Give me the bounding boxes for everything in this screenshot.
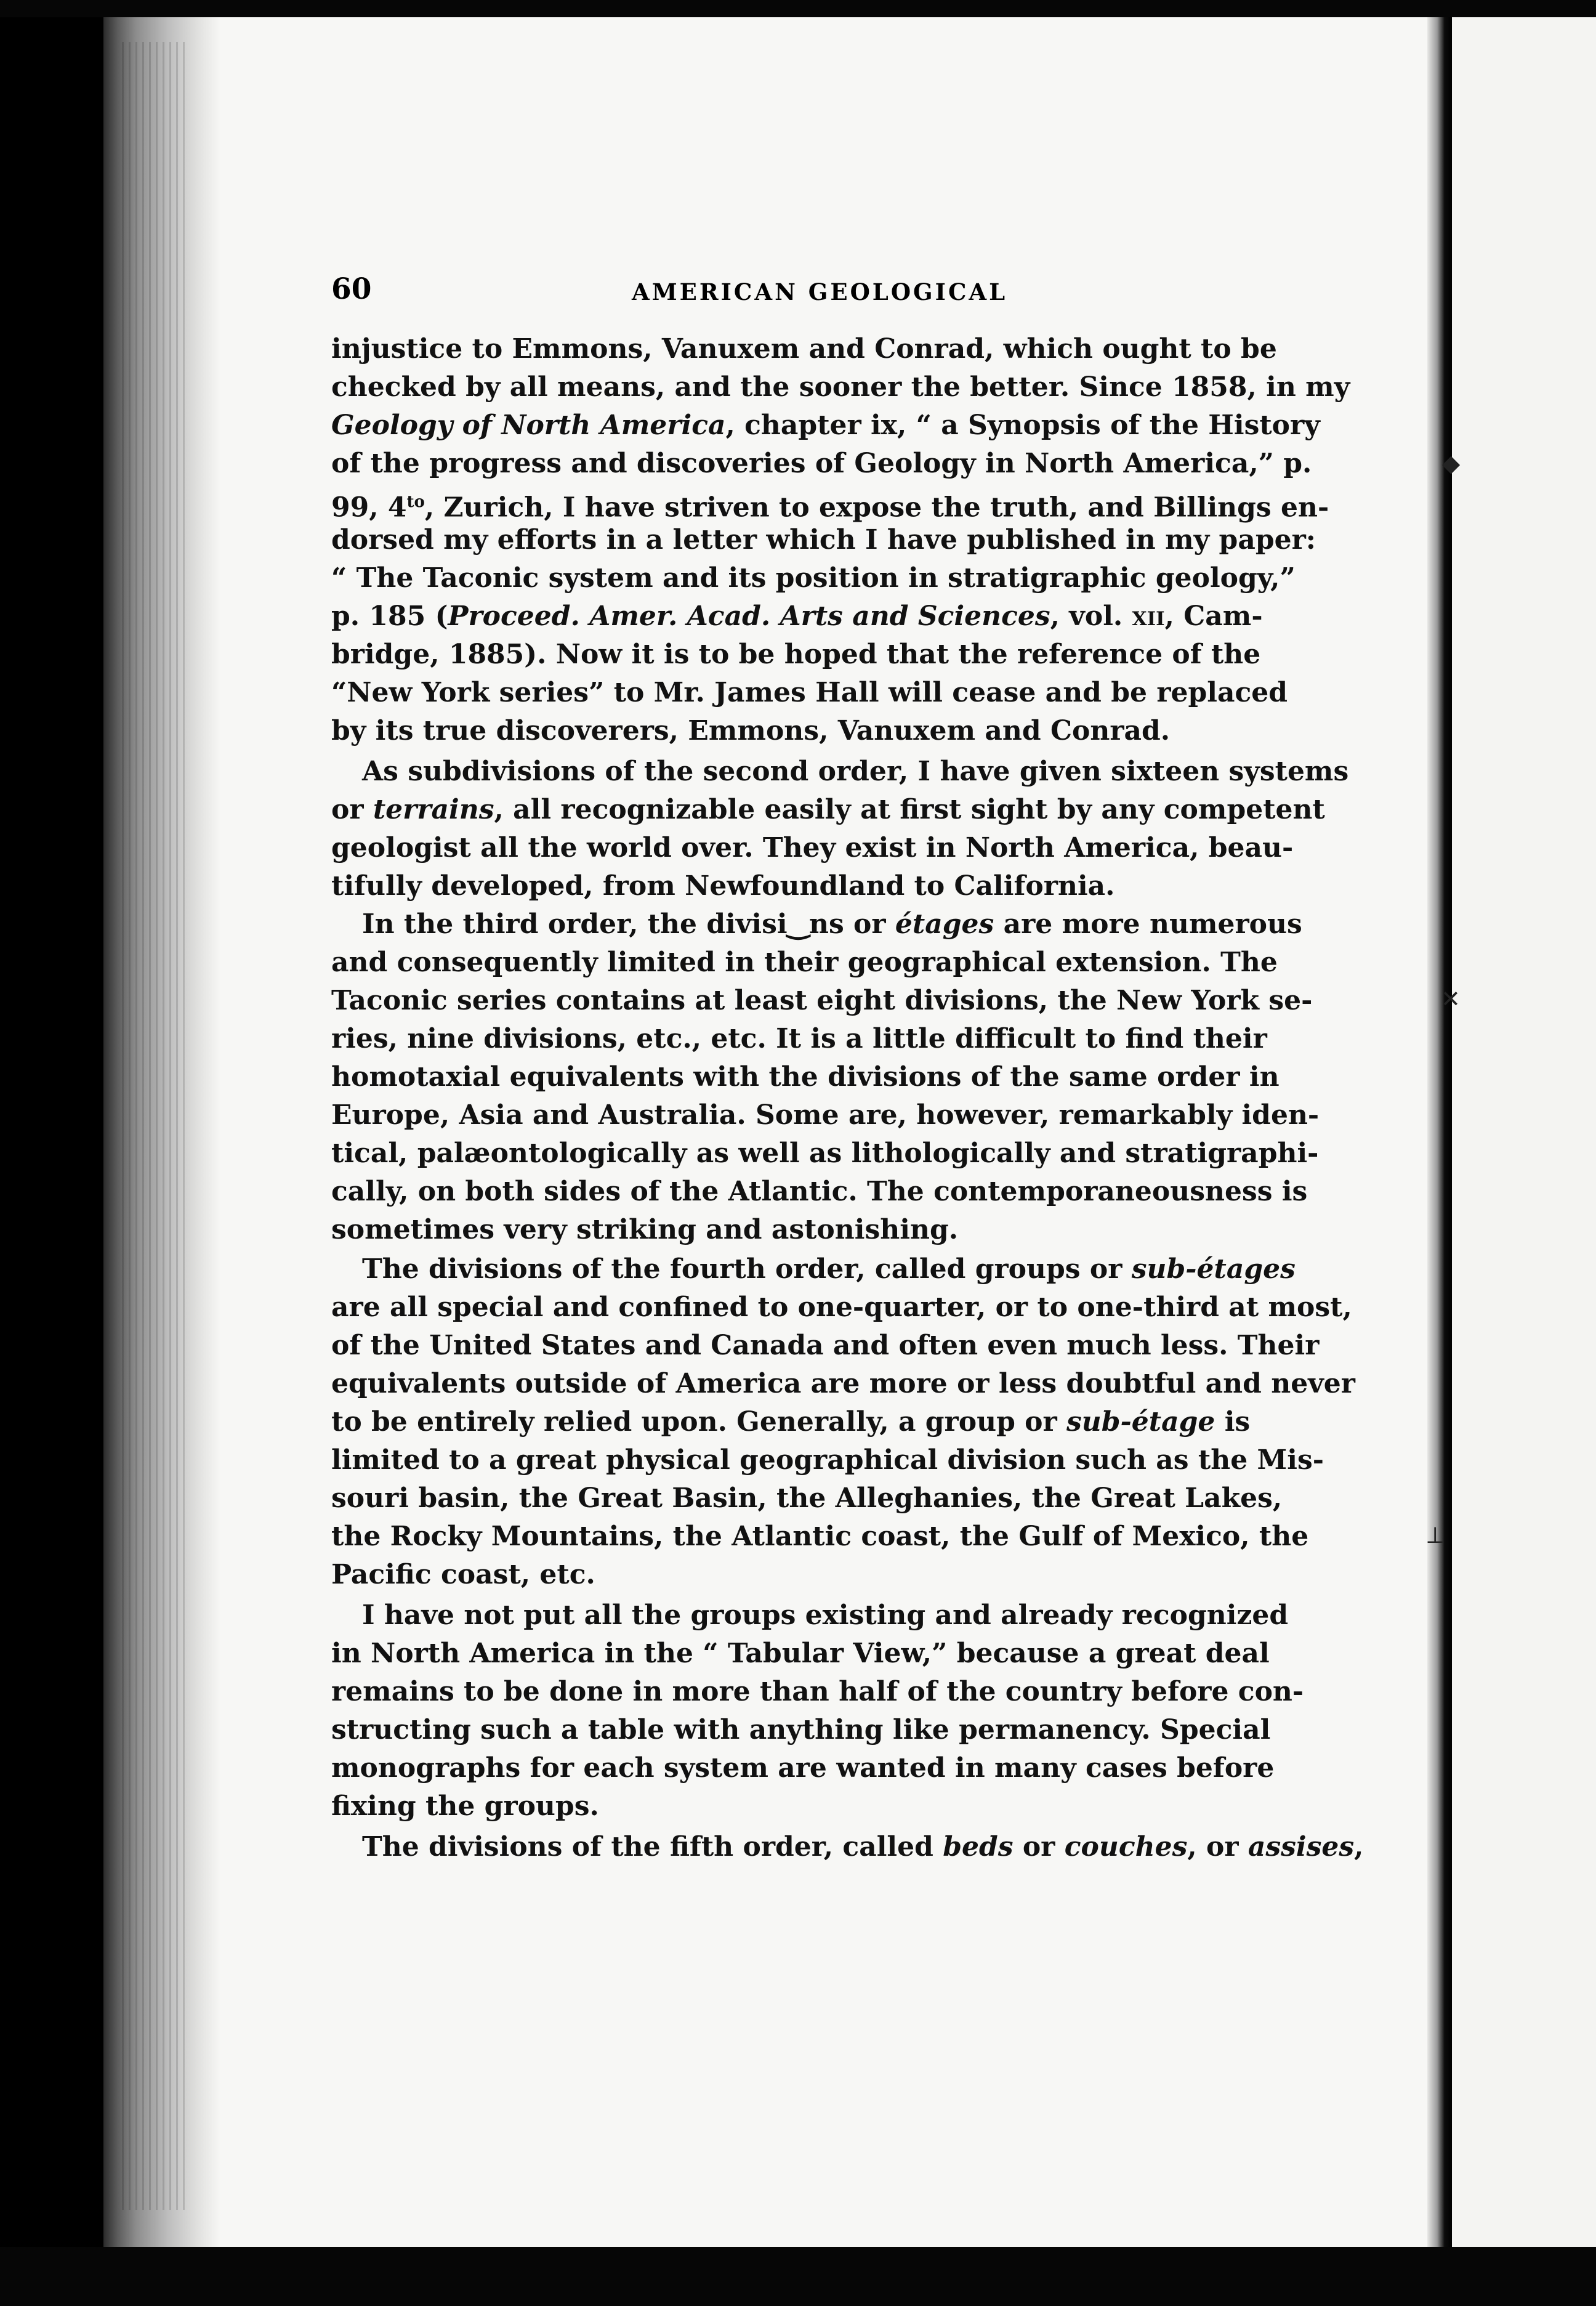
paragraph-4 — [331, 1250, 1355, 1594]
text-line: by its true discoverers, Emmons, Vanuxem and Conrad. — [331, 715, 1171, 746]
text-line: The divisions of the fourth order, called groups or sub-étages — [362, 1253, 1296, 1285]
text-line: sometimes very striking and astonishing. — [331, 1214, 959, 1245]
text-line: tical, palæontologically as well as lithologically and stratigraphi- — [331, 1138, 1319, 1169]
text-line: 99, $4^{to}$, Zurich, I have striven to expose the truth, and Billings en- — [331, 492, 1329, 524]
text-line: in North America in the “ Tabular View,” because a great deal — [331, 1638, 1270, 1669]
paragraph-1 — [331, 330, 1350, 750]
book-title-italic: Geology of North America — [331, 410, 726, 441]
text-line: I have not put all the groups existing and already recognized — [362, 1600, 1289, 1631]
text-line: As subdivisions of the second order, I have given sixteen systems — [362, 756, 1349, 787]
text-line: homotaxial equivalents with the divisions of the same order in — [331, 1061, 1280, 1093]
page-edge-shadow — [1427, 17, 1452, 2247]
italic-term: Proceed. Amer. Acad. Arts and Sciences — [448, 601, 1050, 632]
text-line: dorsed my efforts in a letter which I have published in my paper: — [331, 524, 1316, 556]
superscript: to — [406, 493, 425, 511]
text-line: are all special and confined to one-quarter, or to one-third at most, — [331, 1292, 1352, 1323]
text-line: Taconic series contains at least eight divisions, the New York se- — [331, 985, 1313, 1016]
text-line: to be entirely relied upon. Generally, a group or sub-étage is — [331, 1406, 1251, 1438]
text-line: Geology of North America, chapter ix, “ a Synopsis of the History — [331, 410, 1320, 441]
italic-term: étages — [895, 908, 994, 940]
italic-term: beds — [943, 1831, 1014, 1863]
text-line: “New York series” to Mr. James Hall will cease and be replaced — [331, 677, 1288, 708]
text-line: injustice to Emmons, Vanuxem and Conrad, which ought to be — [331, 333, 1277, 365]
text-line: of the United States and Canada and often even much less. Their — [331, 1330, 1320, 1361]
text-line: bridge, 1885). Now it is to be hoped that the reference of the — [331, 639, 1261, 670]
text-line: structing such a table with anything like permanency. Special — [331, 1714, 1271, 1746]
text-line: “ The Taconic system and its position in stratigraphic geology,” — [331, 562, 1296, 594]
paragraph-5 — [331, 1596, 1304, 1826]
text-line: fixing the groups. — [331, 1790, 599, 1822]
italic-term: terrains — [373, 794, 494, 825]
text-line: and consequently limited in their geographical extension. The — [331, 947, 1278, 978]
italic-term: assises — [1247, 1831, 1355, 1863]
scan-border-bottom — [0, 2247, 1596, 2306]
binding-texture — [122, 42, 190, 2210]
running-head-title: AMERICAN GEOLOGICAL — [632, 278, 1008, 305]
edge-mark: ⟂ — [1427, 1521, 1443, 1548]
text-line: limited to a great physical geographical division such as the Mis- — [331, 1444, 1324, 1476]
italic-term: sub-étages — [1131, 1253, 1296, 1285]
italic-term: couches — [1064, 1831, 1188, 1863]
text-line: p. 185 (Proceed. Amer. Acad. Arts and Sciences, vol. xii, Cam- — [331, 601, 1263, 632]
text-line: tifully developed, from Newfoundland to California. — [331, 870, 1115, 902]
running-head — [331, 272, 1236, 315]
facing-page-strip — [1452, 17, 1596, 2247]
text-line: remains to be done in more than half of the country before con- — [331, 1676, 1304, 1707]
text-line: souri basin, the Great Basin, the Alleghanies, the Great Lakes, — [331, 1483, 1283, 1514]
text-line: The divisions of the fifth order, called beds or couches, or assises — [362, 1831, 1355, 1863]
text-line: cally, on both sides of the Atlantic. The contemporaneousness is — [331, 1176, 1308, 1207]
scan-border-top — [0, 0, 1596, 17]
paragraph-2 — [331, 753, 1349, 905]
italic-term: sub-étage — [1066, 1406, 1215, 1438]
text-line: monographs for each system are wanted in many cases before — [331, 1752, 1275, 1784]
text-line: equivalents outside of America are more or less doubtful and never — [331, 1368, 1355, 1399]
page-number: 60 — [331, 272, 372, 306]
text-line: In the third order, the divisi‿ns or étages are more numerous — [362, 908, 1302, 940]
edge-mark: ◆ — [1442, 450, 1461, 477]
paragraph-6 — [331, 1828, 1355, 1866]
roman-numeral: xii — [1132, 601, 1165, 632]
text-line: geologist all the world over. They exist in North America, beau- — [331, 832, 1294, 864]
text-line: the Rocky Mountains, the Atlantic coast, the Gulf of Mexico, the — [331, 1521, 1309, 1552]
text-line: Pacific coast, etc. — [331, 1559, 595, 1590]
text-line: checked by all means, and the sooner the better. Since 1858, in my — [331, 371, 1350, 403]
edge-mark: ✕ — [1441, 985, 1461, 1013]
text-line: Europe, Asia and Australia. Some are, however, remarkably iden- — [331, 1099, 1320, 1131]
text-line: of the progress and discoveries of Geology in North America,” p. — [331, 448, 1312, 479]
text-line: ries, nine divisions, etc., etc. It is a little difficult to find their — [331, 1023, 1267, 1054]
text-line: or terrains, all recognizable easily at first sight by any competent — [331, 794, 1325, 825]
paragraph-3 — [331, 905, 1320, 1249]
